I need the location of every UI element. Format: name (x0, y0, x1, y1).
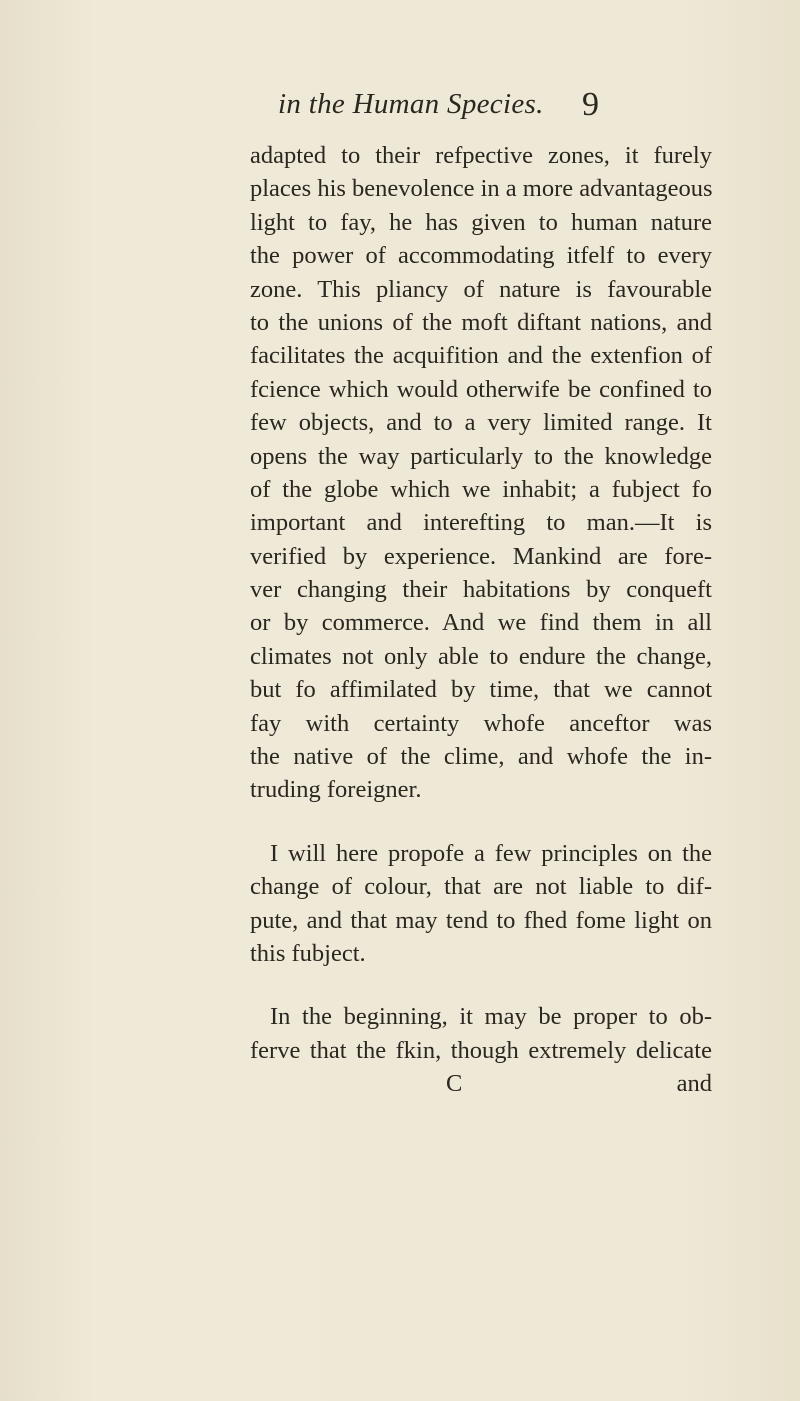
text-line: truding foreigner. (250, 776, 422, 804)
text-line: In the beginning, it may be proper to ob- (270, 1003, 712, 1031)
text-line: ferve that the fkin, though extremely delicate (250, 1036, 712, 1064)
text-line: ver changing their habitations by conqueft (250, 576, 712, 604)
text-line: the power of accommodating itfelf to every (250, 242, 712, 270)
text-line: or by commerce. And we find them in all (250, 609, 712, 637)
text-line: change of colour, that are not liable to dif- (250, 873, 712, 901)
paragraph-1 (250, 139, 712, 807)
text-line: climates not only able to endure the change, (250, 642, 712, 670)
body-text (250, 139, 712, 1101)
paragraph-gap (250, 970, 712, 1000)
signature-mark: C (446, 1070, 463, 1098)
text-line: to the unions of the moft diftant nations, and (250, 308, 712, 336)
text-line: this fubject. (250, 939, 366, 967)
text-line: zone. This pliancy of nature is favourable (250, 275, 712, 303)
page-number: 9 (582, 86, 599, 123)
text-line: I will here propofe a few principles on the (270, 839, 712, 867)
text-line: the native of the clime, and whofe the in- (250, 743, 712, 771)
text-line: facilitates the acquifition and the extenfion of (250, 342, 712, 370)
catchword: and (676, 1070, 712, 1098)
text-line: adapted to their refpective zones, it furely (250, 142, 712, 169)
text-line: fay with certainty whofe anceftor was (250, 709, 712, 737)
text-line: opens the way particularly to the knowledge (250, 442, 712, 470)
page-footer (250, 1067, 712, 1100)
text-line: fcience which would otherwife be confined to (250, 375, 712, 403)
text-line: places his benevolence in a more advantageous (250, 175, 713, 203)
text-line: important and interefting to man.—It is (250, 509, 712, 537)
paragraph-2 (250, 837, 712, 971)
text-line: pute, and that may tend to fhed fome light on (250, 906, 712, 934)
paragraph-gap (250, 807, 712, 837)
paragraph-3 (250, 1000, 712, 1067)
text-line: few objects, and to a very limited range. It (250, 409, 712, 437)
running-head: in the Human Species. (278, 88, 544, 120)
text-line: verified by experience. Mankind are fore- (250, 542, 712, 570)
text-line: of the globe which we inhabit; a fubject fo (250, 475, 712, 503)
text-line: light to fay, he has given to human nature (250, 208, 712, 236)
text-line: but fo affimilated by time, that we cannot (250, 676, 712, 704)
